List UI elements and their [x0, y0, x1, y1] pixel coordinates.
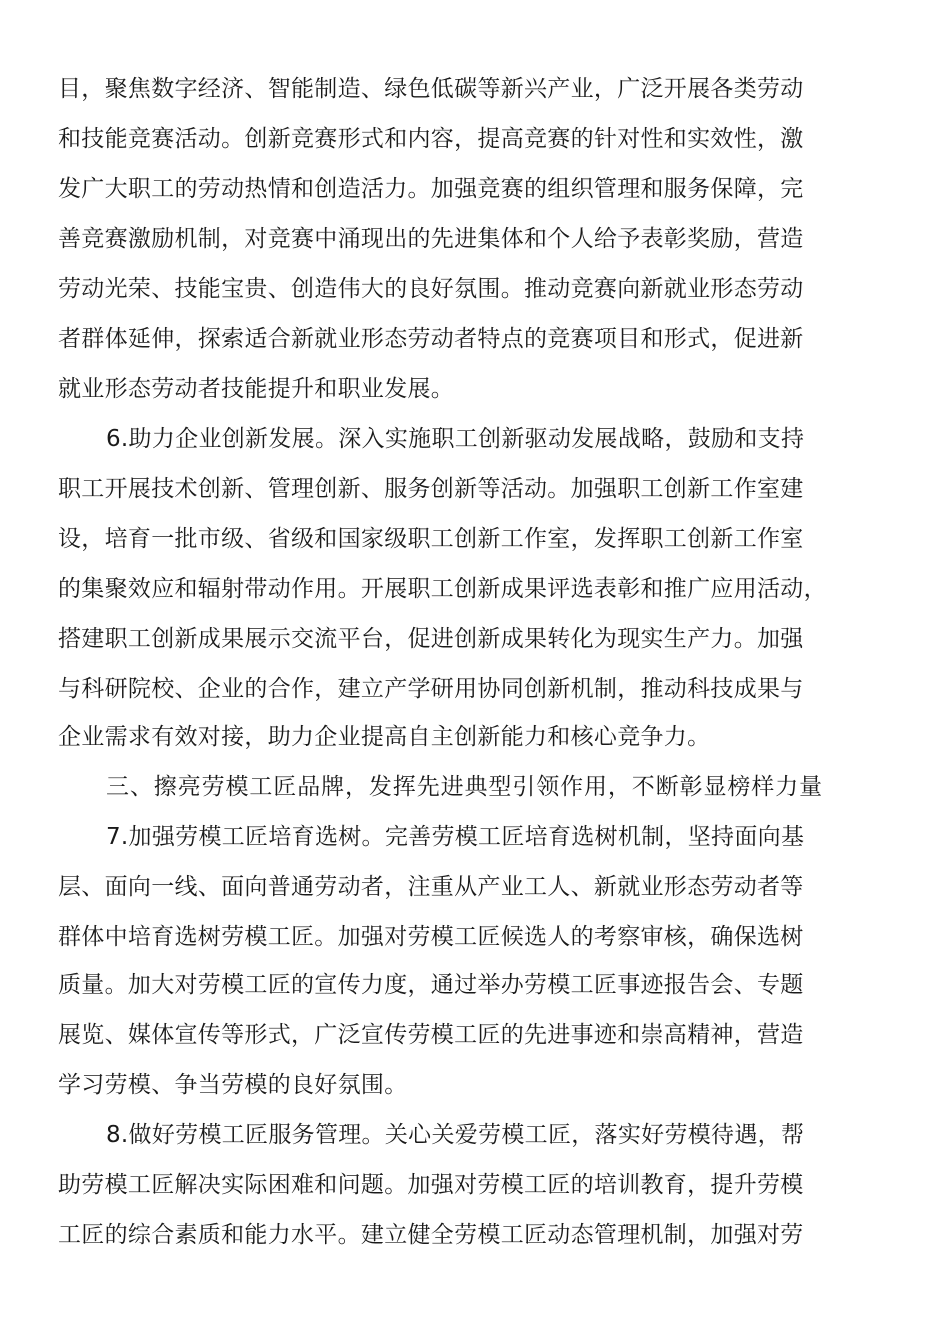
paragraph-line: 企业需求有效对接，助力企业提高自主创新能力和核心竞争力。 [58, 724, 711, 750]
paragraph-line: 学习劳模、争当劳模的良好氛围。 [58, 1072, 408, 1098]
paragraph-line: 与科研院校、企业的合作，建立产学研用协同创新机制，推动科技成果与 [58, 676, 804, 702]
paragraph-line: 发广大职工的劳动热情和创造活力。加强竞赛的组织管理和服务保障，完 [58, 176, 804, 202]
paragraph-line: 工匠的综合素质和能力水平。建立健全劳模工匠动态管理机制，加强对劳 [58, 1222, 804, 1248]
section-heading: 三、擦亮劳模工匠品牌，发挥先进典型引领作用，不断彰显榜样力量 [106, 774, 823, 800]
paragraph-line: 劳动光荣、技能宝贵、创造伟大的良好氛围。推动竞赛向新就业形态劳动 [58, 276, 804, 302]
paragraph-line: 层、面向一线、面向普通劳动者，注重从产业工人、新就业形态劳动者等 [58, 874, 804, 900]
paragraph-line: 的集聚效应和辐射带动作用。开展职工创新成果评选表彰和推广应用活动， [58, 576, 827, 602]
paragraph-line: 就业形态劳动者技能提升和职业发展。 [58, 376, 455, 402]
paragraph-line: 助劳模工匠解决实际困难和问题。加强对劳模工匠的培训教育，提升劳模 [58, 1172, 804, 1198]
paragraph-line: 展览、媒体宣传等形式，广泛宣传劳模工匠的先进事迹和崇高精神，营造 [58, 1022, 804, 1048]
paragraph-line: 目，聚焦数字经济、智能制造、绿色低碳等新兴产业，广泛开展各类劳动 [58, 76, 804, 102]
paragraph-line: 质量。加大对劳模工匠的宣传力度，通过举办劳模工匠事迹报告会、专题 [58, 972, 804, 998]
paragraph-line: 者群体延伸，探索适合新就业形态劳动者特点的竞赛项目和形式，促进新 [58, 326, 804, 352]
paragraph-line: 搭建职工创新成果展示交流平台，促进创新成果转化为现实生产力。加强 [58, 626, 804, 652]
paragraph-line: 6.助力企业创新发展。深入实施职工创新驱动发展战略，鼓励和支持 [106, 426, 805, 452]
paragraph-line: 群体中培育选树劳模工匠。加强对劳模工匠候选人的考察审核，确保选树 [58, 924, 804, 950]
paragraph-line: 和技能竞赛活动。创新竞赛形式和内容，提高竞赛的针对性和实效性，激 [58, 126, 804, 152]
paragraph-line: 7.加强劳模工匠培育选树。完善劳模工匠培育选树机制，坚持面向基 [106, 824, 805, 850]
paragraph-line: 善竞赛激励机制，对竞赛中涌现出的先进集体和个人给予表彰奖励，营造 [58, 226, 804, 252]
paragraph-line: 职工开展技术创新、管理创新、服务创新等活动。加强职工创新工作室建 [58, 476, 804, 502]
paragraph-line: 8.做好劳模工匠服务管理。关心关爱劳模工匠，落实好劳模待遇，帮 [106, 1122, 805, 1148]
paragraph-line: 设，培育一批市级、省级和国家级职工创新工作室，发挥职工创新工作室 [58, 526, 804, 552]
